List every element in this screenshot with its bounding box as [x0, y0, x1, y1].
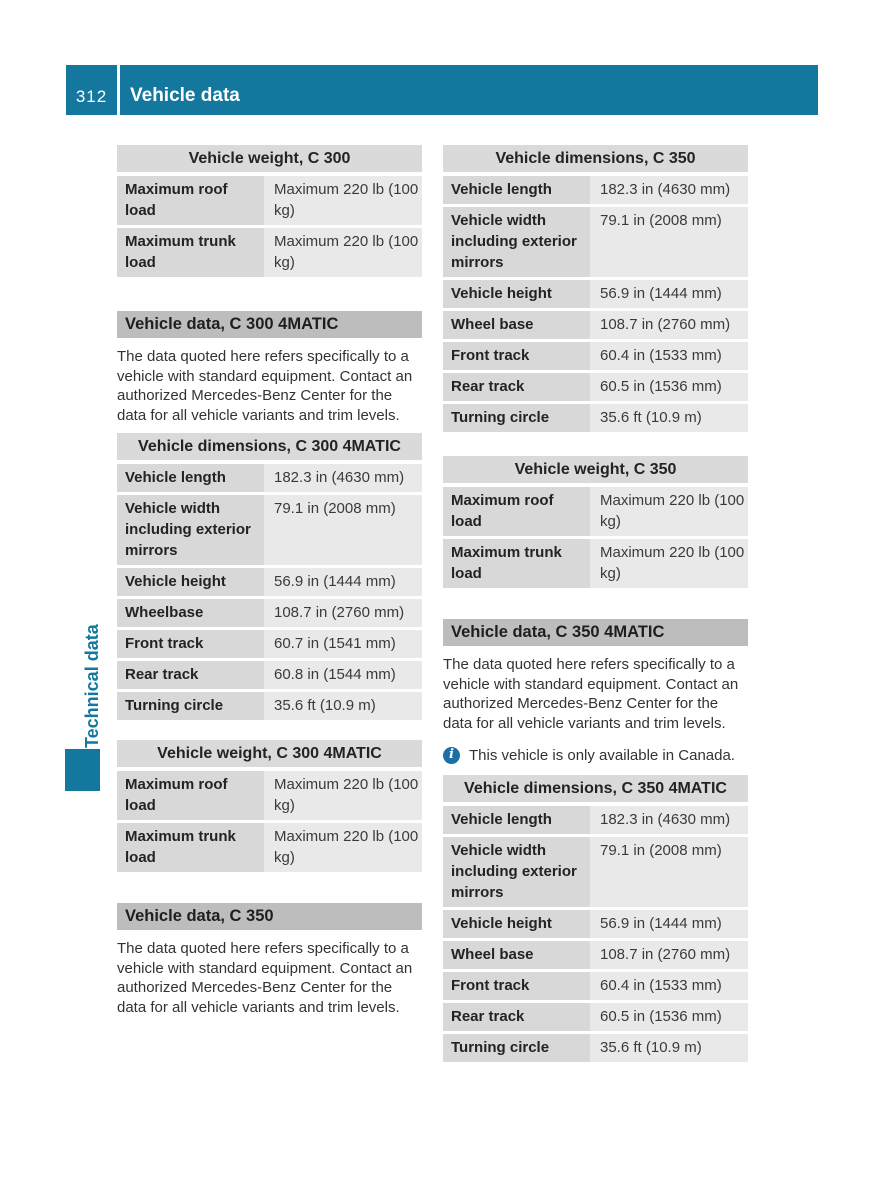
table-title: Vehicle weight, C 350	[443, 456, 748, 483]
page-number: 312	[75, 87, 108, 106]
row-label: Vehicle length	[443, 176, 590, 204]
table-row	[117, 630, 422, 658]
row-value: 56.9 in (1444 mm)	[590, 910, 748, 938]
row-value: 35.6 ft (10.9 m)	[590, 1034, 748, 1062]
table-row	[443, 1003, 748, 1031]
table-row	[443, 207, 748, 277]
row-value: 60.5 in (1536 mm)	[590, 373, 748, 401]
table-row	[117, 568, 422, 596]
table-row	[117, 176, 422, 225]
table-title: Vehicle weight, C 300 4MATIC	[117, 740, 422, 767]
row-value: 56.9 in (1444 mm)	[590, 280, 748, 308]
left-column	[117, 145, 422, 1017]
row-value: 108.7 in (2760 mm)	[590, 941, 748, 969]
row-value: 56.9 in (1444 mm)	[264, 568, 422, 596]
section-heading-c350: Vehicle data, C 350	[117, 903, 422, 930]
row-label: Wheel base	[443, 311, 590, 339]
section-paragraph: The data quoted here refers specifically to a vehicle with standard equipment. Contact an authorized Mercedes-Benz Center for the data for all vehicle variants and trim levels.	[117, 348, 413, 424]
table-row	[117, 228, 422, 277]
row-value: 108.7 in (2760 mm)	[590, 311, 748, 339]
section-paragraph: The data quoted here refers specifically to a vehicle with standard equipment. Contact an authorized Mercedes-Benz Center for the data for all vehicle variants and trim levels.	[117, 940, 413, 1016]
row-label: Rear track	[443, 373, 590, 401]
info-note	[443, 746, 748, 766]
row-label: Vehicle width including exterior mirrors	[443, 837, 590, 907]
table-row	[443, 342, 748, 370]
chapter-tab-marker	[65, 749, 100, 791]
row-label: Maximum roof load	[117, 771, 264, 820]
table-vehicle-dimensions-c300-4matic	[117, 433, 422, 720]
row-value: 182.3 in (4630 mm)	[590, 806, 748, 834]
table-title: Vehicle dimensions, C 300 4MATIC	[117, 433, 422, 460]
row-value: Maximum 220 lb (100 kg)	[590, 539, 748, 588]
row-label: Vehicle height	[117, 568, 264, 596]
row-label: Vehicle width including exterior mirrors	[443, 207, 590, 277]
row-label: Maximum trunk load	[117, 228, 264, 277]
chapter-label: Technical data	[82, 624, 102, 748]
table-row	[443, 1034, 748, 1062]
row-label: Turning circle	[117, 692, 264, 720]
section-heading-c350-4matic: Vehicle data, C 350 4MATIC	[443, 619, 748, 646]
table-title: Vehicle dimensions, C 350	[443, 145, 748, 172]
page-header	[66, 65, 818, 115]
table-vehicle-weight-c300	[117, 145, 422, 277]
row-label: Wheelbase	[117, 599, 264, 627]
table-row	[443, 539, 748, 588]
row-value: 79.1 in (2008 mm)	[590, 837, 748, 907]
row-label: Maximum trunk load	[117, 823, 264, 872]
table-row	[443, 404, 748, 432]
row-label: Front track	[117, 630, 264, 658]
row-label: Front track	[443, 972, 590, 1000]
row-label: Vehicle length	[443, 806, 590, 834]
table-row	[443, 910, 748, 938]
table-title: Vehicle weight, C 300	[117, 145, 422, 172]
row-label: Maximum trunk load	[443, 539, 590, 588]
row-label: Rear track	[117, 661, 264, 689]
table-title: Vehicle dimensions, C 350 4MATIC	[443, 775, 748, 802]
row-value: 60.7 in (1541 mm)	[264, 630, 422, 658]
row-value: 35.6 ft (10.9 m)	[264, 692, 422, 720]
row-value: 60.5 in (1536 mm)	[590, 1003, 748, 1031]
table-row	[117, 661, 422, 689]
row-label: Rear track	[443, 1003, 590, 1031]
table-vehicle-weight-c300-4matic	[117, 740, 422, 872]
info-icon: i	[443, 747, 460, 764]
row-value: 182.3 in (4630 mm)	[590, 176, 748, 204]
table-row	[117, 771, 422, 820]
table-vehicle-dimensions-c350	[443, 145, 748, 432]
table-row	[443, 972, 748, 1000]
row-label: Vehicle width including exterior mirrors	[117, 495, 264, 565]
table-row	[443, 487, 748, 536]
right-column	[443, 145, 748, 1065]
section-heading-c300-4matic: Vehicle data, C 300 4MATIC	[117, 311, 422, 338]
row-value: 182.3 in (4630 mm)	[264, 464, 422, 492]
row-label: Vehicle height	[443, 910, 590, 938]
table-row	[443, 176, 748, 204]
table-row	[117, 464, 422, 492]
table-row	[443, 806, 748, 834]
table-row	[117, 495, 422, 565]
row-value: 79.1 in (2008 mm)	[264, 495, 422, 565]
row-value: 79.1 in (2008 mm)	[590, 207, 748, 277]
row-label: Wheel base	[443, 941, 590, 969]
row-label: Turning circle	[443, 1034, 590, 1062]
row-label: Maximum roof load	[117, 176, 264, 225]
row-value: 108.7 in (2760 mm)	[264, 599, 422, 627]
table-vehicle-weight-c350	[443, 456, 748, 588]
row-label: Front track	[443, 342, 590, 370]
table-row	[443, 311, 748, 339]
table-row	[443, 373, 748, 401]
row-value: 60.4 in (1533 mm)	[590, 972, 748, 1000]
page-title: Vehicle data	[130, 85, 240, 106]
row-label: Maximum roof load	[443, 487, 590, 536]
info-note-text: This vehicle is only available in Canada.	[469, 747, 735, 764]
row-value: Maximum 220 lb (100 kg)	[264, 228, 422, 277]
table-row	[117, 599, 422, 627]
section-paragraph: The data quoted here refers specifically to a vehicle with standard equipment. Contact an authorized Mercedes-Benz Center for the data for all vehicle variants and trim levels.	[443, 656, 739, 732]
row-value: 60.4 in (1533 mm)	[590, 342, 748, 370]
header-divider	[117, 65, 120, 115]
row-value: 35.6 ft (10.9 m)	[590, 404, 748, 432]
row-label: Vehicle height	[443, 280, 590, 308]
row-value: Maximum 220 lb (100 kg)	[264, 176, 422, 225]
row-value: Maximum 220 lb (100 kg)	[590, 487, 748, 536]
row-value: Maximum 220 lb (100 kg)	[264, 823, 422, 872]
row-value: Maximum 220 lb (100 kg)	[264, 771, 422, 820]
table-row	[443, 837, 748, 907]
table-row	[443, 280, 748, 308]
row-label: Turning circle	[443, 404, 590, 432]
table-vehicle-dimensions-c350-4matic	[443, 775, 748, 1062]
table-row	[443, 941, 748, 969]
table-row	[117, 692, 422, 720]
row-label: Vehicle length	[117, 464, 264, 492]
table-row	[117, 823, 422, 872]
row-value: 60.8 in (1544 mm)	[264, 661, 422, 689]
